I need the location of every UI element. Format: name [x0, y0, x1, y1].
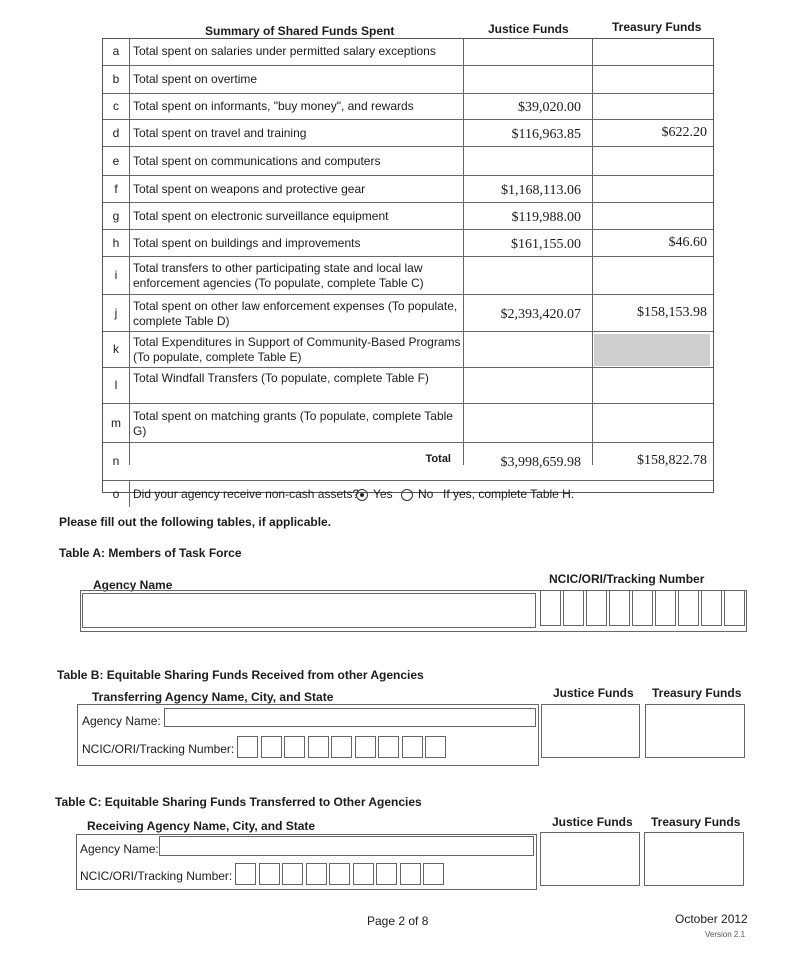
- summary-row-d: [103, 119, 713, 147]
- summary-row-b: [103, 65, 713, 94]
- summary-table: [102, 38, 714, 501]
- table-a-title: Table A: Members of Task Force: [59, 546, 242, 560]
- table-c-title: Table C: Equitable Sharing Funds Transferred to Other Agencies: [55, 795, 422, 809]
- ncic-digit-box[interactable]: [282, 863, 303, 885]
- table-c-agency-name-field[interactable]: [159, 836, 534, 856]
- justice-amount[interactable]: $116,963.85: [511, 126, 581, 142]
- row-description: Total spent on overtime: [133, 72, 258, 86]
- no-label: No: [418, 487, 434, 501]
- justice-amount[interactable]: $2,393,420.07: [500, 306, 581, 322]
- table-c-justice-header: Justice Funds: [552, 815, 633, 829]
- yes-radio[interactable]: [356, 489, 368, 501]
- row-letter: c: [113, 99, 119, 113]
- row-letter: j: [114, 305, 118, 320]
- row-letter: d: [112, 125, 120, 140]
- row-letter: e: [112, 153, 120, 168]
- ncic-digit-box[interactable]: [586, 590, 607, 626]
- table-c-treasury-field[interactable]: [644, 832, 744, 886]
- ncic-digit-box[interactable]: [632, 590, 653, 626]
- row-description: Total spent on informants, "buy money", and rewards: [133, 99, 414, 113]
- row-letter: h: [112, 235, 120, 250]
- table-b-ncic-label: NCIC/ORI/Tracking Number:: [82, 742, 235, 756]
- ncic-digit-box[interactable]: [701, 590, 722, 626]
- row-letter: g: [112, 208, 120, 223]
- ncic-digit-box[interactable]: [259, 863, 280, 885]
- summary-row-n: [103, 442, 713, 481]
- ncic-digit-box[interactable]: [609, 590, 630, 626]
- row-letter: n: [112, 454, 120, 468]
- non-cash-question: Did your agency receive non-cash assets?: [133, 487, 360, 501]
- summary-row-m: [103, 403, 713, 443]
- version-label: Version 2.1: [705, 930, 746, 939]
- ncic-digit-box[interactable]: [400, 863, 421, 885]
- row-description: Total spent on communications and computers: [133, 153, 381, 168]
- summary-row-i: [103, 256, 713, 295]
- ncic-digit-box[interactable]: [423, 863, 444, 885]
- treasury-amount[interactable]: $46.60: [668, 234, 707, 250]
- table-b-justice-field[interactable]: [541, 704, 640, 758]
- justice-amount[interactable]: $1,168,113.06: [501, 182, 581, 198]
- row-description: Total Expenditures in Support of Community-Based Programs (To populate, complete Table E): [133, 335, 461, 364]
- table-a-agency-header: Agency Name: [93, 578, 173, 592]
- summary-row-g: [103, 202, 713, 230]
- row-description: Total transfers to other participating state and local law enforcement agencies (To populate, complete Table C): [133, 261, 424, 290]
- summary-row-j: [103, 294, 713, 332]
- summary-row-k: [103, 331, 713, 368]
- summary-row-e: [103, 146, 713, 176]
- ncic-digit-box[interactable]: [306, 863, 327, 885]
- table-c-justice-field[interactable]: [540, 832, 640, 886]
- ncic-digit-box[interactable]: [235, 863, 256, 885]
- table-c-ncic-label: NCIC/ORI/Tracking Number:: [80, 869, 233, 883]
- justice-funds-header: Justice Funds: [488, 22, 569, 36]
- summary-title: Summary of Shared Funds Spent: [205, 24, 395, 38]
- row-letter: k: [113, 342, 119, 356]
- summary-row-f: [103, 175, 713, 203]
- table-b-justice-header: Justice Funds: [553, 686, 634, 700]
- summary-row-c: [103, 93, 713, 120]
- summary-row-a: [103, 39, 713, 65]
- row-description: Total spent on buildings and improvements: [133, 235, 361, 250]
- ncic-digit-box[interactable]: [329, 863, 350, 885]
- justice-amount[interactable]: $161,155.00: [511, 236, 581, 252]
- justice-amount[interactable]: $39,020.00: [518, 100, 581, 115]
- row-letter: b: [112, 72, 120, 86]
- summary-row-l: [103, 367, 713, 404]
- table-h-note: If yes, complete Table H.: [443, 487, 575, 501]
- table-b-title: Table B: Equitable Sharing Funds Received from other Agencies: [57, 668, 424, 682]
- revision-date: October 2012: [675, 912, 748, 926]
- ncic-digit-box[interactable]: [331, 736, 352, 758]
- total-label: Total: [425, 453, 451, 465]
- treasury-amount[interactable]: $158,822.78: [637, 453, 707, 468]
- instructions-text: Please fill out the following tables, if applicable.: [59, 515, 332, 529]
- ncic-digit-box[interactable]: [563, 590, 584, 626]
- treasury-amount[interactable]: $622.20: [661, 124, 707, 140]
- ncic-digit-box[interactable]: [724, 590, 745, 626]
- ncic-digit-box[interactable]: [284, 736, 305, 758]
- table-b-treasury-field[interactable]: [645, 704, 745, 758]
- row-description: Total spent on other law enforcement expenses (To populate, complete Table D): [133, 298, 458, 328]
- table-a-ncic-header: NCIC/ORI/Tracking Number: [549, 572, 705, 586]
- ncic-digit-box[interactable]: [261, 736, 282, 758]
- row-description: Total spent on salaries under permitted salary exceptions: [133, 44, 436, 58]
- treasury-amount[interactable]: $158,153.98: [637, 304, 707, 320]
- row-description: Total Windfall Transfers (To populate, complete Table F): [133, 371, 429, 385]
- table-b-treasury-header: Treasury Funds: [652, 686, 742, 700]
- row-letter: f: [114, 181, 118, 196]
- row-description: Total spent on travel and training: [133, 125, 307, 140]
- table-b-name-header: Transferring Agency Name, City, and State: [92, 690, 334, 704]
- ncic-digit-box[interactable]: [353, 863, 374, 885]
- page-number: Page 2 of 8: [367, 914, 429, 928]
- row-letter: l: [114, 378, 118, 392]
- ncic-digit-box[interactable]: [425, 736, 446, 758]
- ncic-digit-box[interactable]: [237, 736, 258, 758]
- justice-amount[interactable]: $119,988.00: [511, 209, 581, 225]
- row-letter: a: [112, 44, 120, 58]
- ncic-digit-box[interactable]: [355, 736, 376, 758]
- ncic-digit-box[interactable]: [402, 736, 423, 758]
- ncic-digit-box[interactable]: [540, 590, 561, 626]
- ncic-digit-box[interactable]: [655, 590, 676, 626]
- treasury-funds-header: Treasury Funds: [612, 20, 702, 34]
- row-description: Total spent on matching grants (To populate, complete Table G): [133, 408, 453, 438]
- summary-row-o: [103, 480, 713, 501]
- shaded-cell: [594, 334, 710, 366]
- ncic-digit-box[interactable]: [308, 736, 329, 758]
- table-c-name-header: Receiving Agency Name, City, and State: [87, 819, 316, 833]
- row-o-divider: [129, 481, 130, 507]
- row-description: Total spent on weapons and protective gear: [133, 181, 366, 196]
- row-description: Total spent on electronic surveillance equipment: [133, 208, 389, 223]
- table-b-agency-name-field[interactable]: [164, 708, 536, 727]
- yes-label: Yes: [373, 487, 393, 501]
- ncic-digit-box[interactable]: [678, 590, 699, 626]
- summary-row-h: [103, 229, 713, 257]
- table-b-agency-label: Agency Name:: [82, 714, 161, 728]
- row-letter: o: [112, 487, 120, 501]
- justice-amount[interactable]: $3,998,659.98: [500, 455, 581, 470]
- table-a-agency-name-field[interactable]: [82, 593, 536, 628]
- table-c-agency-label: Agency Name:: [80, 842, 159, 856]
- ncic-digit-box[interactable]: [376, 863, 397, 885]
- row-letter: i: [114, 268, 118, 282]
- no-radio[interactable]: [401, 489, 413, 501]
- ncic-digit-box[interactable]: [378, 736, 399, 758]
- row-letter: m: [111, 415, 121, 430]
- table-c-treasury-header: Treasury Funds: [651, 815, 741, 829]
